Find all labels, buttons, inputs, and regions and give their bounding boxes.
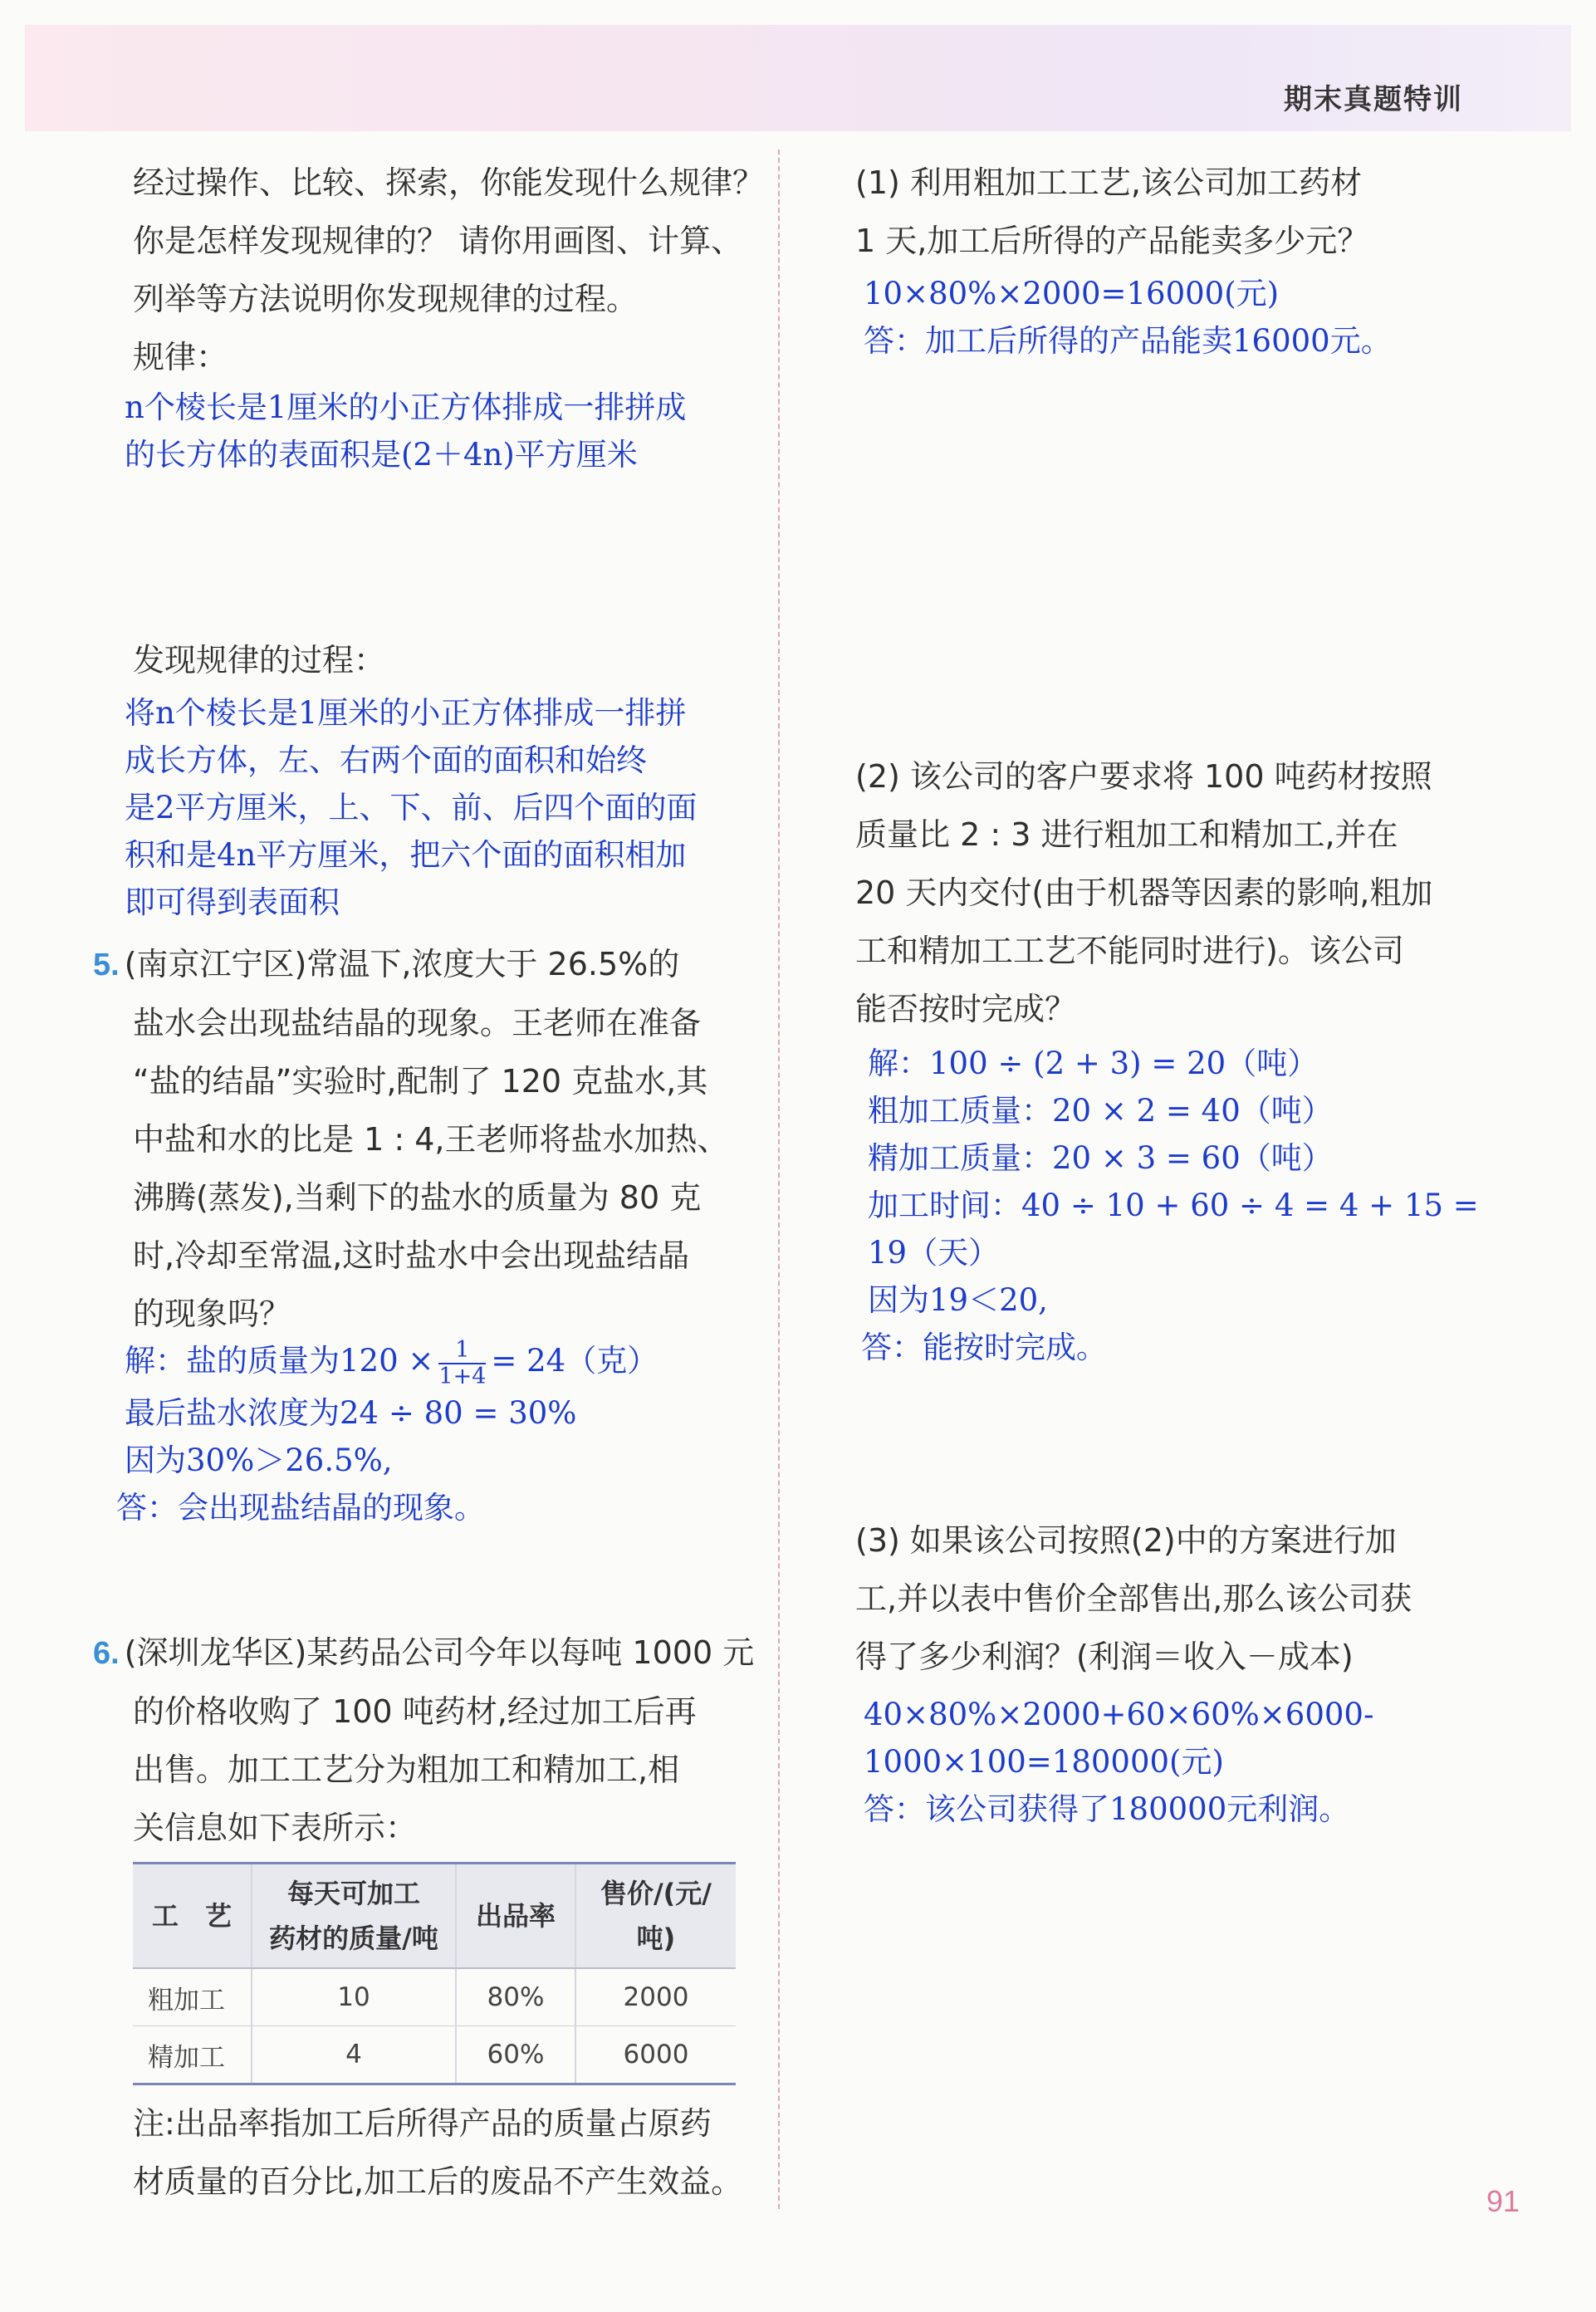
question-line: “盐的结晶”实验时,配制了 120 克盐水,其 [133, 1063, 708, 1100]
question-line: 工和精加工工艺不能同时进行)。该公司 [855, 933, 1404, 969]
fraction-denominator: 1+4 [438, 1363, 487, 1389]
table-cell: 2000 [575, 1968, 736, 2026]
answer-line: 答：该公司获得了180000元利润。 [864, 1791, 1350, 1827]
question-5 [93, 935, 728, 1343]
answer-line: 答：能按时完成。 [861, 1330, 1107, 1365]
question-line: 关信息如下表所示： [133, 1810, 418, 1846]
table-cell: 精加工 [133, 2026, 252, 2084]
table-row [133, 1968, 736, 2026]
table-cell: 10 [252, 1968, 456, 2026]
question-line [93, 935, 728, 994]
subquestion-2 [855, 747, 1432, 1038]
subquestion-2-answer [861, 1040, 1479, 1371]
table-cell: 60% [456, 2026, 575, 2084]
question-line: 沸腾(蒸发),当剩下的盐水的质量为 80 克 [133, 1179, 702, 1216]
question-line [93, 1624, 754, 1683]
answer-line: 因为19＜20, [868, 1282, 1048, 1318]
table-header-cell: 出品率 [456, 1864, 575, 1969]
note-line: 材质量的百分比,加工后的废品不产生效益。 [133, 2163, 743, 2200]
answer-line: 是2平方厘米，上、下、前、后四个面的面 [125, 790, 698, 825]
answer-line: 即可得到表面积 [125, 884, 340, 920]
table-note [133, 2094, 742, 2211]
intro-text [133, 154, 764, 328]
answer-line: 精加工质量：20 × 3 = 60（吨） [868, 1140, 1333, 1176]
question-line: 1 天,加工后所得的产品能卖多少元？ [855, 223, 1369, 259]
question-line: (1) 利用粗加工工艺,该公司加工药材 [855, 164, 1362, 201]
process-info-table [133, 1862, 736, 2085]
question-number: 6. [93, 1636, 120, 1671]
subquestion-3 [855, 1511, 1412, 1686]
table-header-cell: 售价/(元/吨) [575, 1864, 736, 1969]
text-line: 你是怎样发现规律的？ 请你用画图、计算、 [133, 223, 743, 259]
answer-text: = 24（克） [491, 1343, 658, 1379]
answer-line: 因为30%＞26.5%, [125, 1442, 393, 1478]
question-line: 能否按时完成？ [855, 991, 1077, 1027]
answer-line: 40×80%×2000+60×60%×6000- [864, 1697, 1374, 1732]
question-line: 工,并以表中售价全部售出,那么该公司获 [855, 1580, 1412, 1617]
question-5-answer [116, 1336, 658, 1531]
rule-answer [125, 384, 686, 478]
answer-line: 答：加工后所得的产品能卖16000元。 [864, 323, 1392, 359]
answer-line: 成长方体，左、右两个面的面积和始终 [125, 742, 647, 778]
question-line: 质量比 2 : 3 进行粗加工和精加工,并在 [855, 816, 1398, 853]
answer-line: 10×80%×2000=16000(元) [864, 276, 1280, 311]
question-line: 中盐和水的比是 1 : 4,王老师将盐水加热、 [133, 1121, 729, 1158]
answer-text: 解：盐的质量为120 × [125, 1343, 434, 1379]
question-text: (深圳龙华区)某药品公司今年以每吨 1000 元 [124, 1634, 755, 1671]
text-line: 列举等方法说明你发现规律的过程。 [133, 281, 639, 317]
table-cell: 4 [252, 2026, 456, 2084]
answer-line: n个棱长是1厘米的小正方体排成一排拼成 [125, 389, 687, 425]
table-header-row [133, 1864, 736, 1969]
question-line: 时,冷却至常温,这时盐水中会出现盐结晶 [133, 1237, 690, 1274]
fraction-numerator: 1 [438, 1338, 486, 1364]
column-divider [778, 149, 780, 2209]
question-number: 5. [93, 948, 120, 982]
table-cell: 80% [456, 1968, 575, 2026]
table-cell: 6000 [575, 2026, 736, 2084]
table-cell: 粗加工 [133, 1968, 252, 2026]
answer-line: 答：会出现盐结晶的现象。 [116, 1489, 485, 1526]
answer-line: 将n个棱长是1厘米的小正方体排成一排拼 [125, 695, 687, 731]
answer-line: 最后盐水浓度为24 ÷ 80 = 30% [125, 1394, 577, 1431]
question-line: 的现象吗？ [133, 1296, 291, 1332]
question-line: 盐水会出现盐结晶的现象。王老师在准备 [133, 1005, 702, 1041]
question-line: (3) 如果该公司按照(2)中的方案进行加 [855, 1522, 1397, 1559]
question-line: 出售。加工工艺分为粗加工和精加工,相 [133, 1751, 680, 1788]
table-header-cell: 每天可加工 药材的质量/吨 [252, 1864, 456, 1969]
answer-line [125, 1337, 658, 1389]
answer-line: 1000×100=180000(元) [864, 1744, 1224, 1780]
answer-line: 19（天） [868, 1235, 1000, 1271]
subquestion-3-answer [864, 1691, 1373, 1833]
rule-label: 规律： [133, 339, 228, 375]
page-number: 91 [1486, 2184, 1520, 2218]
question-line: 得了多少利润？(利润＝收入－成本) [855, 1638, 1354, 1675]
question-text: (南京江宁区)常温下,浓度大于 26.5%的 [124, 946, 680, 982]
question-line: 的价格收购了 100 吨药材,经过加工后再 [133, 1693, 697, 1730]
page-header-title: 期末真题特训 [1284, 83, 1463, 116]
answer-line: 解：100 ÷ (2 + 3) = 20（吨） [868, 1046, 1319, 1081]
answer-line: 的长方体的表面积是(2＋4n)平方厘米 [125, 437, 638, 473]
answer-line: 积和是4n平方厘米，把六个面的面积相加 [125, 837, 687, 873]
subquestion-1 [855, 154, 1368, 270]
table-header-cell: 工 艺 [133, 1864, 252, 1969]
answer-line: 加工时间：40 ÷ 10 + 60 ÷ 4 = 4 + 15 = [868, 1188, 1479, 1223]
table-row [133, 2026, 736, 2084]
note-line: 注:出品率指加工后所得产品的质量占原药 [133, 2105, 712, 2142]
subquestion-1-answer [864, 270, 1392, 365]
text-line: 经过操作、比较、探索，你能发现什么规律？ [133, 164, 765, 201]
process-answer [125, 689, 698, 926]
question-6 [93, 1624, 754, 1857]
answer-line: 粗加工质量：20 × 2 = 40（吨） [868, 1093, 1333, 1129]
question-line: (2) 该公司的客户要求将 100 吨药材按照 [855, 758, 1432, 795]
question-line: 20 天内交付(由于机器等因素的影响,粗加 [855, 874, 1433, 911]
fraction [438, 1338, 486, 1389]
process-label: 发现规律的过程： [133, 642, 386, 678]
